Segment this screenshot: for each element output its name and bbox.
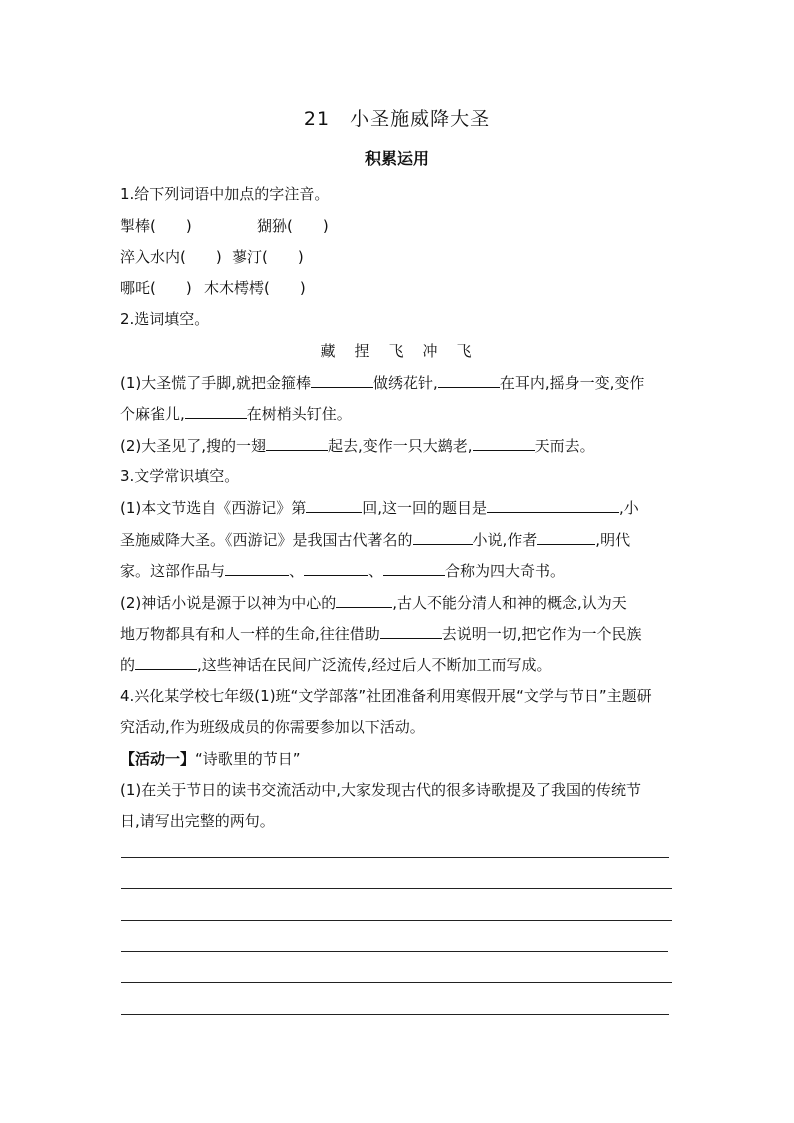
text: 起去,变作一只大鹚老, [328, 437, 473, 455]
text: 小说,作者 [472, 531, 538, 549]
q4-sub-question-cont: 日,请写出完整的两句。 [120, 812, 275, 830]
activity-label: 【活动一】 [120, 750, 196, 768]
text: 做绣花针, [373, 374, 438, 392]
text: 个麻雀儿, [120, 405, 185, 423]
text: 合称为四大奇书。 [445, 562, 566, 580]
answer-blank[interactable] [413, 529, 473, 545]
answer-line[interactable] [121, 982, 672, 983]
text: 去说明一切,把它作为一个民族 [441, 625, 642, 643]
q3-sentence-1-cont [120, 560, 565, 581]
text: ,明代 [595, 531, 631, 549]
activity-name: “诗歌里的节日” [195, 750, 301, 768]
text: (1)大圣慌了手脚,就把金箍棒 [120, 374, 312, 392]
text: 家。这部作品与 [120, 562, 226, 580]
answer-blank[interactable] [266, 435, 328, 451]
q1-item: 掣棒( ) [120, 217, 192, 235]
answer-blank[interactable] [135, 654, 197, 670]
q1-item: 蓼汀( ) [232, 248, 304, 266]
text: 、 [368, 562, 384, 580]
answer-blank[interactable] [473, 435, 535, 451]
answer-line[interactable] [121, 857, 669, 858]
answer-line[interactable] [121, 920, 672, 921]
text: (1)本文节选自《西游记》第 [120, 499, 307, 517]
page-title: 21 小圣施威降大圣 [303, 108, 491, 130]
text: (2)神话小说是源于以神为中心的 [120, 594, 337, 612]
section-title: 积累运用 [364, 149, 429, 168]
q1-item: 木木樗樗( ) [204, 279, 306, 297]
q1-item: 猢狲( ) [257, 217, 329, 235]
q1-item: 哪吒( ) [120, 279, 192, 297]
answer-blank[interactable] [380, 623, 442, 639]
text: 圣施威降大圣。《西游记》是我国古代著名的 [120, 531, 413, 549]
q3-sentence-2-cont [120, 623, 642, 644]
answer-blank[interactable] [185, 403, 247, 419]
text: ,小 [619, 499, 639, 517]
q3-stem: 3.文学常识填空。 [120, 467, 240, 485]
answer-line[interactable] [121, 1014, 669, 1015]
q3-sentence-2 [120, 592, 627, 613]
q3-sentence-1-cont [120, 529, 630, 550]
q2-sentence-1-cont [120, 403, 352, 424]
answer-blank[interactable] [487, 497, 619, 513]
answer-blank[interactable] [336, 592, 392, 608]
answer-blank[interactable] [225, 560, 289, 576]
answer-blank[interactable] [537, 529, 595, 545]
text: 的 [120, 656, 136, 674]
answer-line[interactable] [121, 888, 672, 889]
answer-blank[interactable] [438, 372, 500, 388]
text: 、 [289, 562, 305, 580]
q3-sentence-2-cont [120, 654, 552, 675]
q1-item: 淬入水内( ) [120, 248, 222, 266]
q2-sentence-2 [120, 435, 595, 456]
q4-stem: 4.兴化某学校七年级(1)班“文学部落”社团准备利用寒假开展“文学与节日”主题研 [120, 687, 652, 705]
answer-blank[interactable] [383, 560, 445, 576]
text: 地万物都具有和人一样的生命,往往借助 [120, 625, 380, 643]
q3-sentence-1 [120, 497, 639, 518]
q2-stem: 2.选词填空。 [120, 310, 210, 328]
answer-blank[interactable] [311, 372, 373, 388]
text: 在树梢头钉住。 [246, 405, 352, 423]
answer-blank[interactable] [304, 560, 368, 576]
text: 天而去。 [534, 437, 595, 455]
text: 在耳内,摇身一变,变作 [499, 374, 645, 392]
text: ,这些神话在民间广泛流传,经过后人不断加工而写成。 [197, 656, 552, 674]
q4-sub-question: (1)在关于节日的读书交流活动中,大家发现古代的很多诗歌提及了我国的传统节 [120, 781, 642, 799]
text: (2)大圣见了,搜的一翅 [120, 437, 267, 455]
activity-heading [120, 749, 301, 769]
q1-stem: 1.给下列词语中加点的字注音。 [120, 185, 330, 203]
q2-sentence-1 [120, 372, 644, 393]
q4-stem-cont: 究活动,作为班级成员的你需要参加以下活动。 [120, 718, 425, 736]
word-bank: 藏 捏 飞 冲 飞 [320, 342, 474, 360]
answer-blank[interactable] [306, 497, 362, 513]
text: 回,这一回的题目是 [362, 499, 488, 517]
text: ,古人不能分清人和神的概念,认为天 [392, 594, 627, 612]
answer-line[interactable] [121, 951, 668, 952]
